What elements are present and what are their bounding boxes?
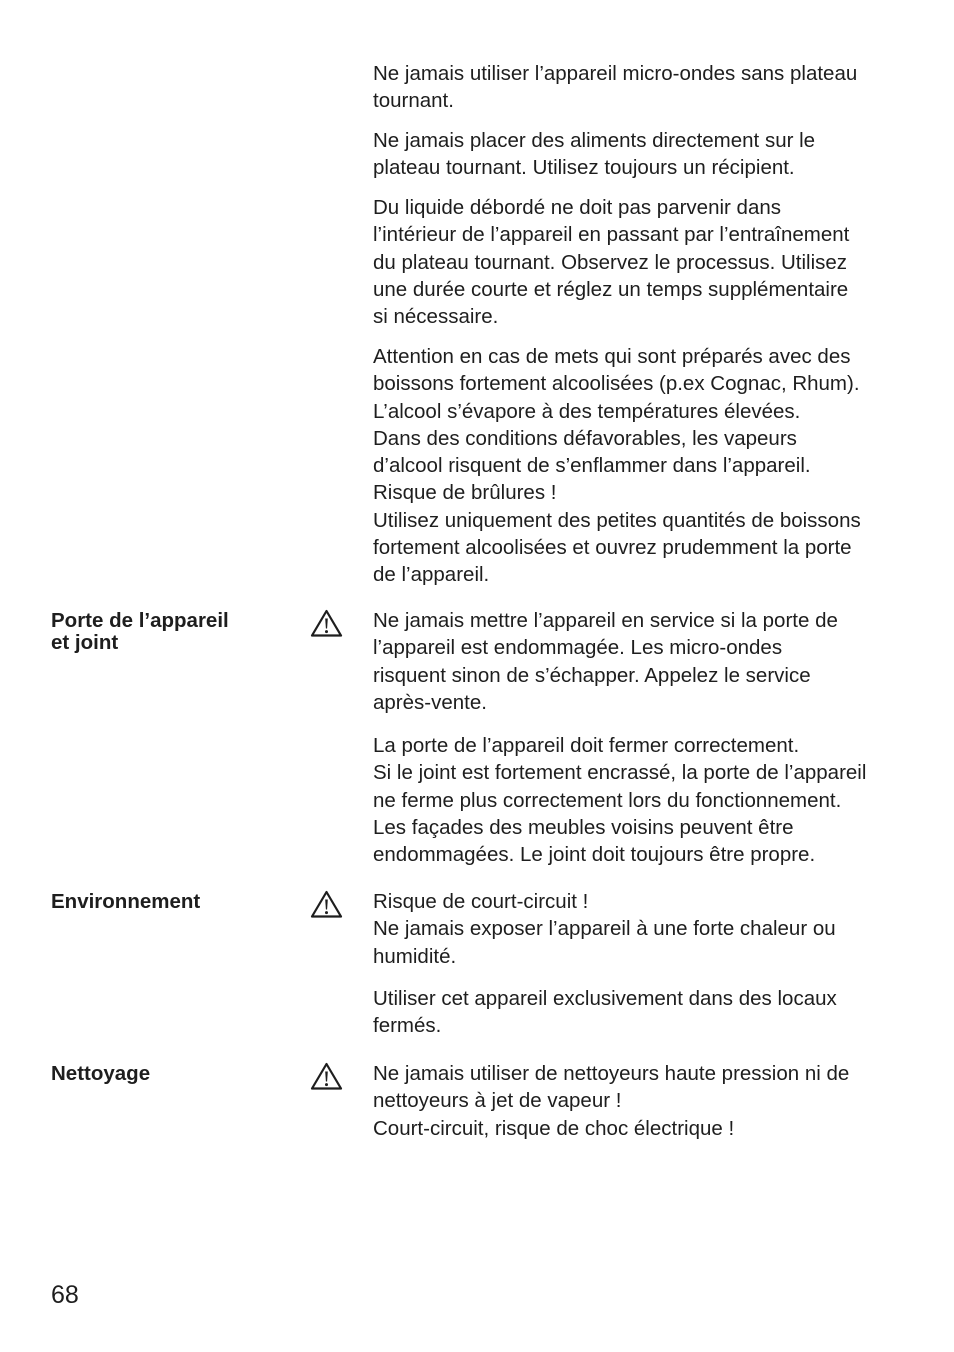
cleaning-paragraph-1: Ne jamais utiliser de nettoyeurs haute pression ni de nettoyeurs à jet de vapeur ! Court-circuit, risque de choc électrique ! [373,1062,850,1140]
warning-triangle-icon [310,1062,343,1090]
page-number: 68 [51,1281,79,1309]
section-heading-door: Porte de l’appareil et joint [51,609,229,654]
section-heading-cleaning: Nettoyage [51,1062,151,1085]
intro-paragraph-3: Du liquide débordé ne doit pas parvenir dans l’intérieur de l’appareil en passant par l’entraînement du plateau tournant. Observez le processus. Utilisez une durée courte et réglez un temps supplémentaire si nécessaire. [373,196,850,329]
environment-paragraph-2: Utiliser cet appareil exclusivement dans des locaux fermés. [373,987,837,1038]
intro-paragraph-1: Ne jamais utiliser l’appareil micro-ondes sans plateau tournant. [373,62,858,113]
intro-paragraph-4: Attention en cas de mets qui sont préparés avec des boissons fortement alcoolisées (p.ex Cognac, Rhum). L’alcool s’évapore à des températures élevées. Dans des conditions défavorables, les vapeurs d’alcool risquent de s’enflammer dans l’appareil. Risque de brûlures ! Utilisez uniquement des petites quantités de boissons fortement alcoolisées et ouvrez prudemment la porte de l’appareil. [373,345,861,587]
environment-paragraph-1: Risque de court-circuit ! Ne jamais exposer l’appareil à une forte chaleur ou humidité. [373,890,836,968]
door-paragraph-1: Ne jamais mettre l’appareil en service si la porte de l’appareil est endommagée. Les micro-ondes risquent sinon de s’échapper. Appelez le service après-vente. [373,609,838,714]
warning-triangle-icon [310,609,343,637]
warning-triangle-icon [310,890,343,918]
intro-paragraph-2: Ne jamais placer des aliments directement sur le plateau tournant. Utilisez toujours un récipient. [373,129,816,180]
section-heading-environment: Environnement [51,890,201,913]
door-paragraph-2: La porte de l’appareil doit fermer correctement. Si le joint est fortement encrassé, la porte de l’appareil ne ferme plus correctement lors du fonctionnement. Les façades des meubles voisins peuvent être endommagées. Le joint doit toujours être propre. [373,734,867,867]
